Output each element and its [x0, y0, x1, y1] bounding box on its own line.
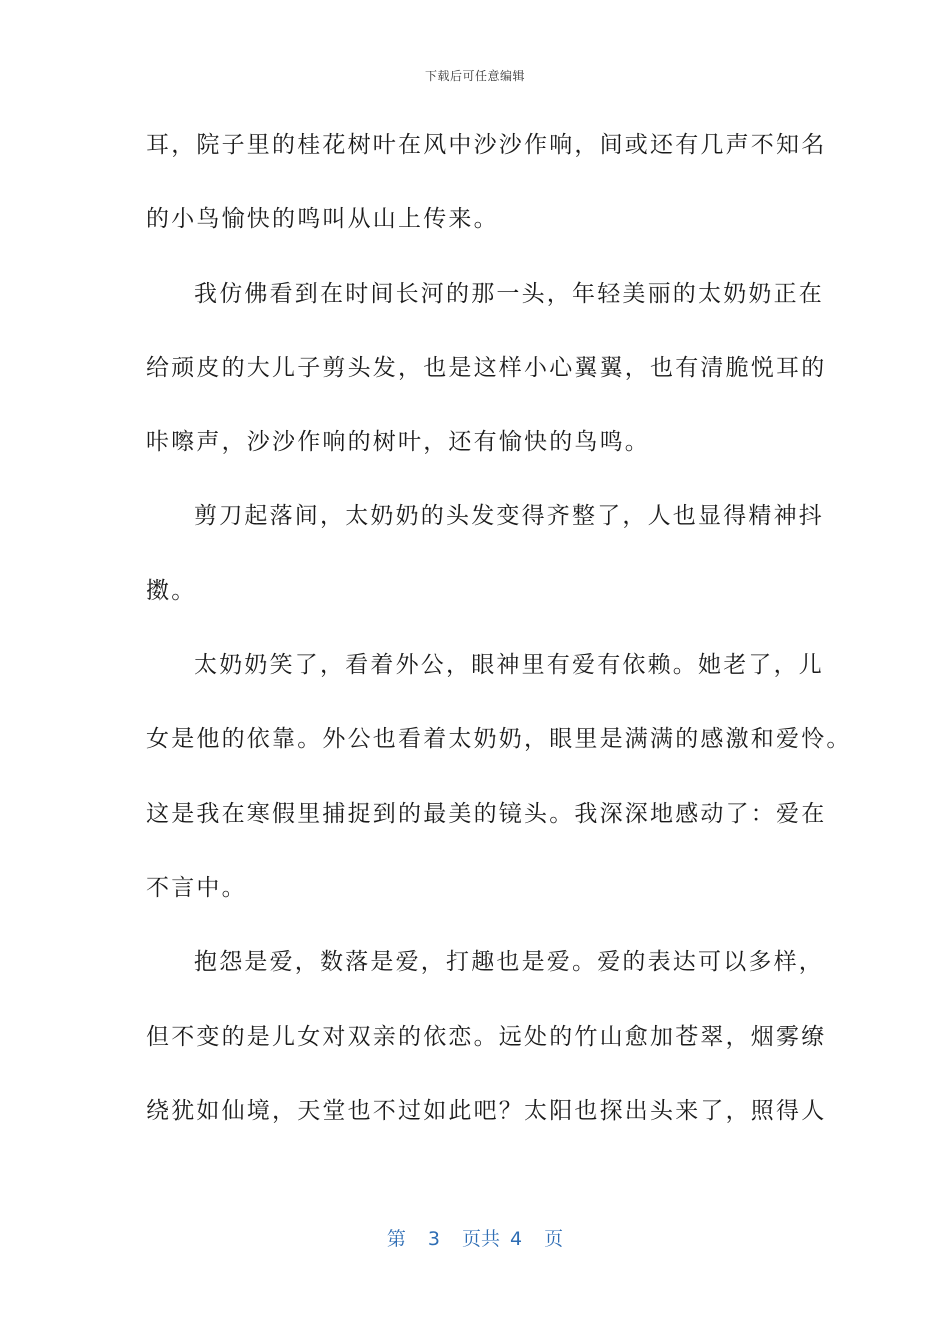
text-line: 不言中。	[146, 874, 247, 901]
paragraph-start-line: 剪刀起落间，太奶奶的头发变得齐整了，人也显得精神抖	[194, 503, 824, 530]
text-line: 女是他的依靠。外公也看着太奶奶，眼里是满满的感激和爱怜。	[146, 726, 852, 753]
text-line: 这是我在寒假里捕捉到的最美的镜头。我深深地感动了：爱在	[146, 800, 827, 827]
paragraph-start-line: 抱怨是爱，数落是爱，打趣也是爱。爱的表达可以多样，	[194, 949, 824, 976]
page-footer	[0, 1224, 950, 1251]
page-suffix: 页	[544, 1228, 564, 1250]
text-line: 的小鸟愉快的鸣叫从山上传来。	[146, 206, 499, 233]
document-body	[146, 120, 852, 1160]
paragraph-start-line: 太奶奶笑了，看着外公，眼神里有爱有依赖。她老了，儿	[194, 652, 824, 679]
paragraph-start-line: 我仿佛看到在时间长河的那一头，年轻美丽的太奶奶正在	[194, 280, 824, 307]
header-note: 下载后可任意编辑	[424, 69, 525, 83]
text-line: 但不变的是儿女对双亲的依恋。远处的竹山愈加苍翠，烟雾缭	[146, 1023, 827, 1050]
text-line: 给顽皮的大儿子剪头发，也是这样小心翼翼，也有清脆悦耳的	[146, 354, 827, 381]
page-mid-label: 页共	[461, 1228, 500, 1250]
current-page-number: 3	[427, 1228, 440, 1250]
text-line: 绕犹如仙境，天堂也不过如此吧？太阳也探出头来了，照得人	[146, 1097, 827, 1124]
total-pages-number: 4	[510, 1228, 523, 1250]
text-line: 耳，院子里的桂花树叶在风中沙沙作响，间或还有几声不知名	[146, 132, 827, 158]
text-line: 咔嚓声，沙沙作响的树叶，还有愉快的鸟鸣。	[146, 429, 650, 456]
page-prefix: 第	[386, 1228, 406, 1250]
text-line: 擞。	[146, 577, 197, 604]
